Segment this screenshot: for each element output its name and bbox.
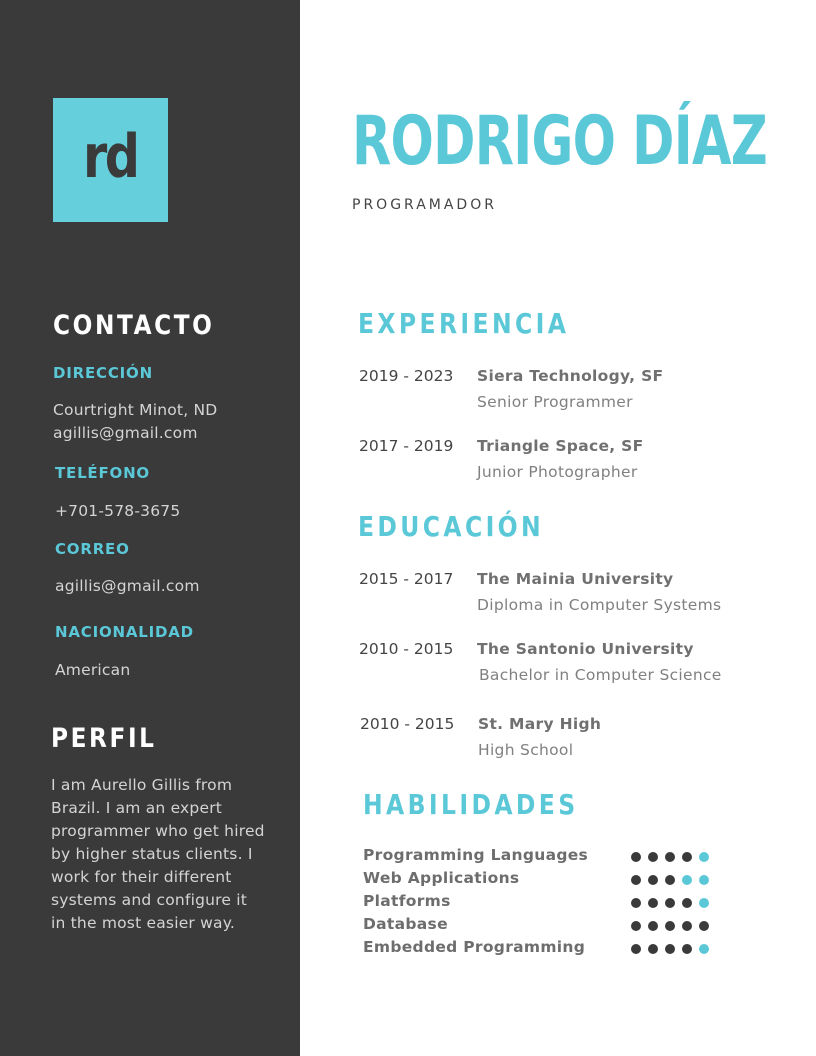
entry-organization: Siera Technology, SF (477, 367, 664, 385)
address-value (53, 399, 217, 445)
job-title: PROGRAMADOR (352, 197, 497, 213)
entry-years: 2017 - 2019 (359, 437, 454, 455)
skill-label: Database (363, 915, 448, 933)
rating-dot-filled (665, 898, 675, 908)
entry-detail: Junior Photographer (477, 463, 638, 481)
skill-rating-row (631, 921, 709, 944)
rating-dot-filled (631, 898, 641, 908)
rating-dot-filled (682, 944, 692, 954)
profile-text: I am Aurello Gillis from Brazil. I am an expert programmer who get hired by higher status clients. I work for their different systems and configure it in the most easier way. (51, 776, 265, 932)
rating-dot-empty (699, 875, 709, 885)
entry-years: 2010 - 2015 (360, 715, 455, 733)
rating-dot-filled (682, 852, 692, 862)
email-label: CORREO (55, 540, 130, 558)
phone-label: TELÉFONO (55, 464, 150, 482)
rating-dot-filled (631, 852, 641, 862)
email-value: agillis@gmail.com (55, 577, 200, 595)
entry-organization: The Mainia University (477, 570, 674, 588)
skills-heading: HABILIDADES (363, 788, 579, 821)
experience-heading: EXPERIENCIA (358, 307, 570, 340)
skill-rating-row (631, 898, 709, 921)
rating-dot-filled (631, 921, 641, 931)
nationality-label: NACIONALIDAD (55, 623, 194, 641)
rating-dot-empty (699, 852, 709, 862)
address-label: DIRECCIÓN (53, 364, 153, 382)
rating-dot-filled (665, 921, 675, 931)
phone-value: +701-578-3675 (55, 502, 181, 520)
skill-label: Programming Languages (363, 846, 589, 864)
nationality-value: American (55, 661, 131, 679)
rating-dot-filled (682, 921, 692, 931)
skills-list (363, 846, 588, 961)
rating-dot-filled (699, 921, 709, 931)
rating-dot-empty (682, 875, 692, 885)
skill-label: Web Applications (363, 869, 520, 887)
skill-label: Embedded Programming (363, 938, 586, 956)
entry-detail: Diploma in Computer Systems (477, 596, 722, 614)
skill-label: Platforms (363, 892, 451, 910)
entry-organization: St. Mary High (478, 715, 602, 733)
entry-years: 2010 - 2015 (359, 640, 454, 658)
skill-rating-row (631, 944, 709, 967)
candidate-name: RODRIGO DÍAZ (352, 102, 767, 181)
skill-rating-row (631, 875, 709, 898)
skill-rating-row (631, 852, 709, 875)
rating-dot-filled (682, 898, 692, 908)
entry-detail: Bachelor in Computer Science (479, 666, 722, 684)
rating-dot-filled (648, 875, 658, 885)
rating-dot-filled (665, 944, 675, 954)
contact-heading: CONTACTO (53, 310, 215, 341)
logo-initials: rd (83, 122, 138, 192)
rating-dot-filled (631, 875, 641, 885)
rating-dot-filled (631, 944, 641, 954)
sidebar (0, 0, 300, 1056)
rating-dot-filled (648, 898, 658, 908)
entry-years: 2019 - 2023 (359, 367, 454, 385)
rating-dot-filled (648, 921, 658, 931)
monogram-logo (53, 98, 168, 222)
rating-dot-filled (665, 852, 675, 862)
entry-detail: Senior Programmer (477, 393, 633, 411)
entry-organization: The Santonio University (477, 640, 694, 658)
entry-detail: High School (478, 741, 574, 759)
address-line-2: agillis@gmail.com (53, 424, 198, 442)
rating-dot-empty (699, 944, 709, 954)
rating-dot-filled (648, 852, 658, 862)
profile-heading: PERFIL (51, 723, 157, 754)
rating-dot-filled (665, 875, 675, 885)
rating-dot-filled (648, 944, 658, 954)
entry-organization: Triangle Space, SF (477, 437, 644, 455)
entry-years: 2015 - 2017 (359, 570, 454, 588)
education-heading: EDUCACIÓN (358, 510, 545, 543)
rating-dot-empty (699, 898, 709, 908)
address-line-1: Courtright Minot, ND (53, 401, 218, 419)
skill-rating-dots (631, 852, 709, 967)
